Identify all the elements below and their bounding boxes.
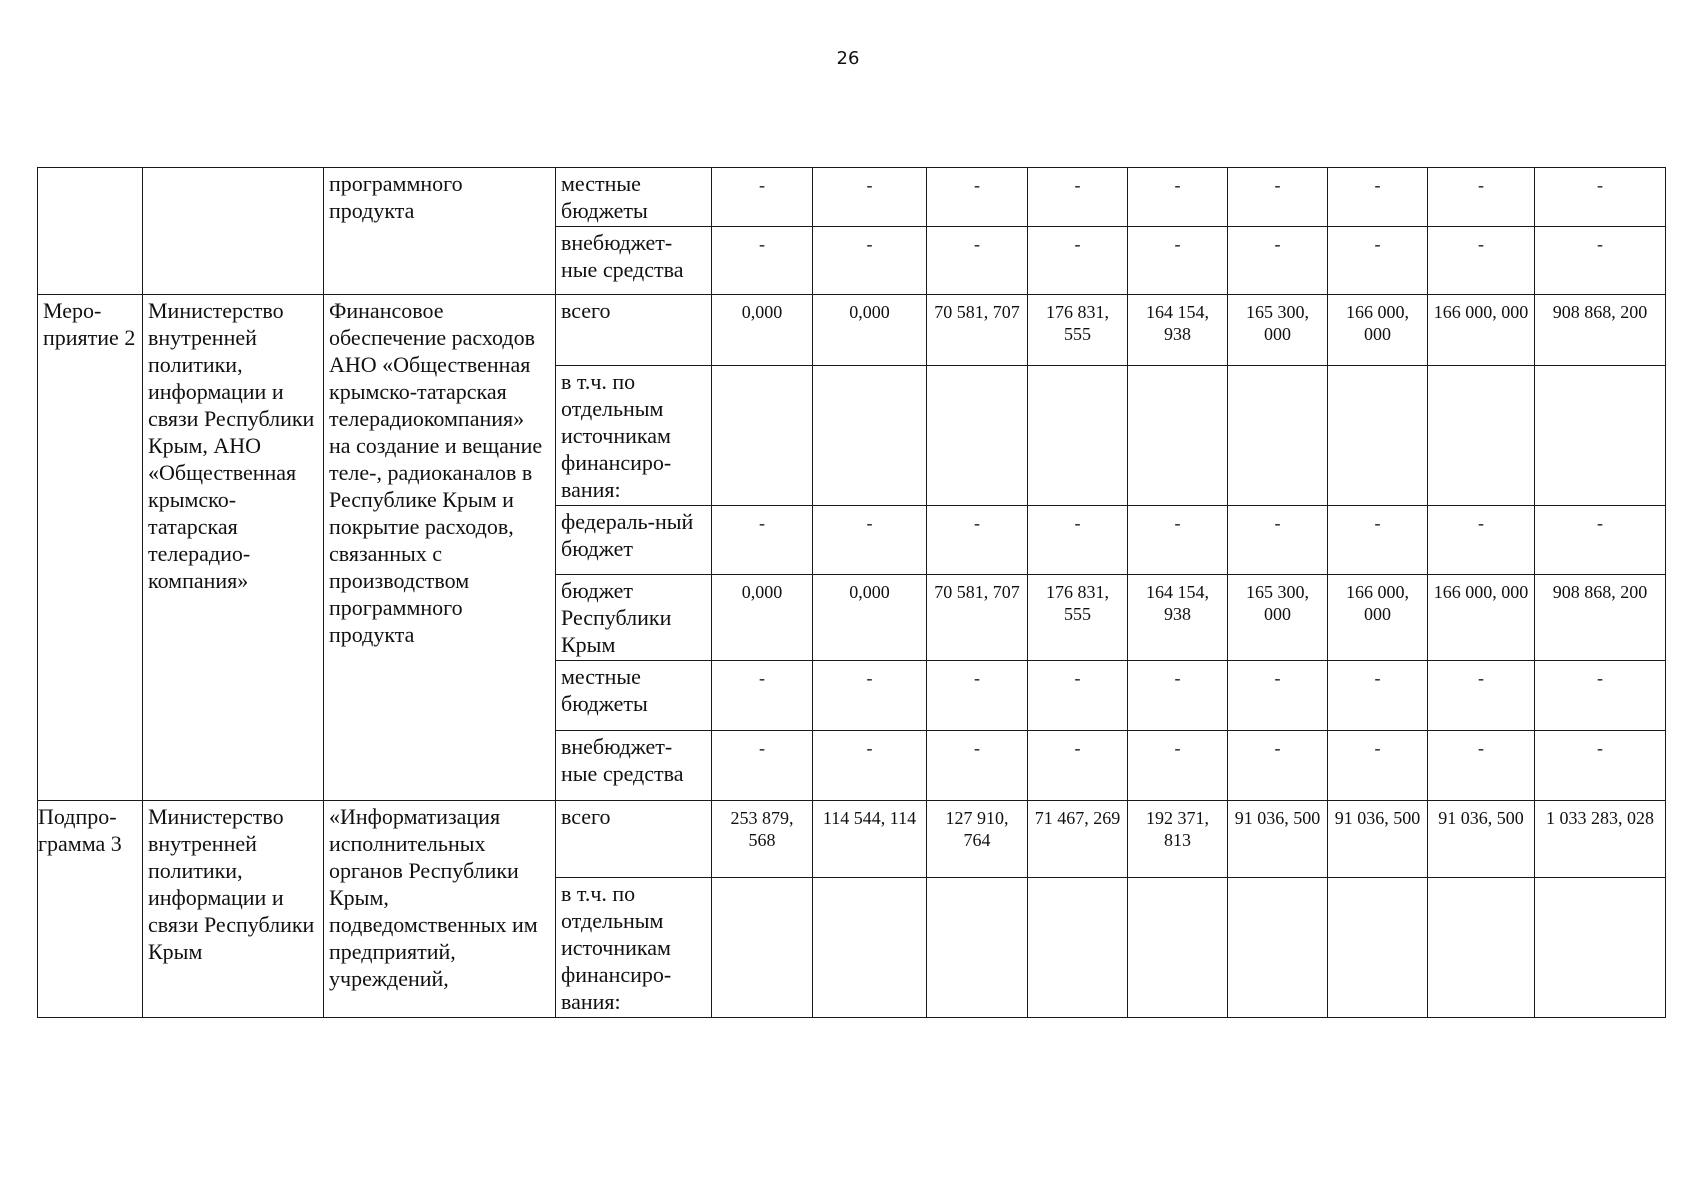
value-cell: 164 154, 938: [1128, 575, 1228, 661]
value-cell: 253 879, 568: [712, 801, 813, 878]
value-cell: 127 910, 764: [927, 801, 1028, 878]
table-row: [38, 801, 1666, 878]
value-cell: -: [1228, 731, 1328, 801]
value-cell: -: [1028, 661, 1128, 731]
value-cell: [1328, 366, 1428, 506]
value-cell: 166 000, 000: [1328, 295, 1428, 366]
value-cell: -: [1328, 506, 1428, 575]
value-cell: [927, 366, 1028, 506]
value-cell: -: [1328, 227, 1428, 295]
executor-cell: Министерство внутренней политики, информации и связи Республики Крым, АНО «Общественная крымско-татарская телерадио-компания»: [143, 295, 324, 801]
value-cell: 166 000, 000: [1328, 575, 1428, 661]
value-cell: -: [1028, 227, 1128, 295]
value-cell: -: [712, 168, 813, 227]
value-cell: 71 467, 269: [1028, 801, 1128, 878]
value-cell: [1028, 878, 1128, 1018]
value-cell: 176 831, 555: [1028, 295, 1128, 366]
budget-table: [37, 167, 1666, 1018]
source-label-cell: всего: [556, 801, 712, 878]
value-cell: -: [1535, 731, 1666, 801]
value-cell: [1228, 366, 1328, 506]
value-cell: 0,000: [813, 295, 927, 366]
executor-cell: Министерство внутренней политики, информации и связи Республики Крым: [143, 801, 324, 1018]
value-cell: -: [927, 661, 1028, 731]
value-cell: -: [712, 506, 813, 575]
value-cell: [1428, 878, 1535, 1018]
value-cell: -: [712, 661, 813, 731]
status-cell: Меро-приятие 2: [38, 295, 143, 801]
value-cell: -: [1328, 661, 1428, 731]
value-cell: 70 581, 707: [927, 295, 1028, 366]
value-cell: -: [1428, 227, 1535, 295]
value-cell: [1328, 878, 1428, 1018]
description-cell: Финансовое обеспечение расходов АНО «Общественная крымско-татарская телерадиокомпания» на создание и вещание теле-, радиоканалов в Республике Крым и покрытие расходов, связанных с производством программного продукта: [324, 295, 556, 801]
value-cell: -: [1328, 731, 1428, 801]
value-cell: -: [1428, 661, 1535, 731]
source-label-cell: в т.ч. по отдельным источникам финансиро-вания:: [556, 878, 712, 1018]
value-cell: [813, 878, 927, 1018]
value-cell: [1128, 878, 1228, 1018]
value-cell: 70 581, 707: [927, 575, 1028, 661]
value-cell: 91 036, 500: [1428, 801, 1535, 878]
value-cell: -: [1535, 168, 1666, 227]
value-cell: 164 154, 938: [1128, 295, 1228, 366]
value-cell: 91 036, 500: [1228, 801, 1328, 878]
description-cell: программного продукта: [324, 168, 556, 295]
value-cell: -: [1128, 506, 1228, 575]
value-cell: -: [813, 661, 927, 731]
value-cell: [1228, 878, 1328, 1018]
value-cell: 91 036, 500: [1328, 801, 1428, 878]
source-label-cell: внебюджет-ные средства: [556, 731, 712, 801]
value-cell: [1535, 878, 1666, 1018]
source-label-cell: внебюджет-ные средства: [556, 227, 712, 295]
value-cell: -: [712, 227, 813, 295]
value-cell: -: [813, 168, 927, 227]
value-cell: [1535, 366, 1666, 506]
source-label-cell: федераль-ный бюджет: [556, 506, 712, 575]
value-cell: -: [1228, 227, 1328, 295]
value-cell: -: [1535, 227, 1666, 295]
value-cell: -: [1028, 731, 1128, 801]
value-cell: [927, 878, 1028, 1018]
value-cell: -: [927, 506, 1028, 575]
value-cell: -: [1428, 731, 1535, 801]
source-label-cell: в т.ч. по отдельным источникам финансиро-вания:: [556, 366, 712, 506]
value-cell: -: [1535, 506, 1666, 575]
value-cell: [813, 366, 927, 506]
value-cell: 0,000: [712, 575, 813, 661]
value-cell: -: [927, 731, 1028, 801]
value-cell: 165 300, 000: [1228, 295, 1328, 366]
table-body: [38, 168, 1666, 1018]
value-cell: -: [1128, 661, 1228, 731]
value-cell: 114 544, 114: [813, 801, 927, 878]
value-cell: -: [813, 227, 927, 295]
value-cell: -: [1328, 168, 1428, 227]
value-cell: [712, 366, 813, 506]
executor-cell: [143, 168, 324, 295]
value-cell: 165 300, 000: [1228, 575, 1328, 661]
status-cell: [38, 168, 143, 295]
value-cell: 0,000: [712, 295, 813, 366]
value-cell: 908 868, 200: [1535, 575, 1666, 661]
status-cell: Подпро-грамма 3: [38, 801, 143, 1018]
value-cell: -: [1228, 506, 1328, 575]
value-cell: -: [813, 506, 927, 575]
value-cell: [1428, 366, 1535, 506]
value-cell: 166 000, 000: [1428, 575, 1535, 661]
value-cell: 1 033 283, 028: [1535, 801, 1666, 878]
page-number: 26: [836, 48, 860, 69]
value-cell: -: [1228, 661, 1328, 731]
value-cell: -: [1028, 506, 1128, 575]
value-cell: 166 000, 000: [1428, 295, 1535, 366]
table-row: [38, 168, 1666, 227]
value-cell: -: [1535, 661, 1666, 731]
value-cell: -: [1128, 168, 1228, 227]
value-cell: -: [927, 227, 1028, 295]
source-label-cell: бюджет Республики Крым: [556, 575, 712, 661]
value-cell: -: [1428, 506, 1535, 575]
value-cell: -: [712, 731, 813, 801]
source-label-cell: местные бюджеты: [556, 661, 712, 731]
value-cell: -: [1128, 227, 1228, 295]
source-label-cell: всего: [556, 295, 712, 366]
value-cell: -: [1128, 731, 1228, 801]
value-cell: 908 868, 200: [1535, 295, 1666, 366]
source-label-cell: местные бюджеты: [556, 168, 712, 227]
value-cell: -: [927, 168, 1028, 227]
value-cell: 192 371, 813: [1128, 801, 1228, 878]
value-cell: -: [813, 731, 927, 801]
value-cell: [712, 878, 813, 1018]
value-cell: 176 831, 555: [1028, 575, 1128, 661]
value-cell: 0,000: [813, 575, 927, 661]
value-cell: [1128, 366, 1228, 506]
value-cell: -: [1228, 168, 1328, 227]
description-cell: «Информатизация исполнительных органов Республики Крым, подведомственных им предприятий, учреждений,: [324, 801, 556, 1018]
value-cell: -: [1028, 168, 1128, 227]
value-cell: -: [1428, 168, 1535, 227]
table-row: [38, 295, 1666, 366]
value-cell: [1028, 366, 1128, 506]
